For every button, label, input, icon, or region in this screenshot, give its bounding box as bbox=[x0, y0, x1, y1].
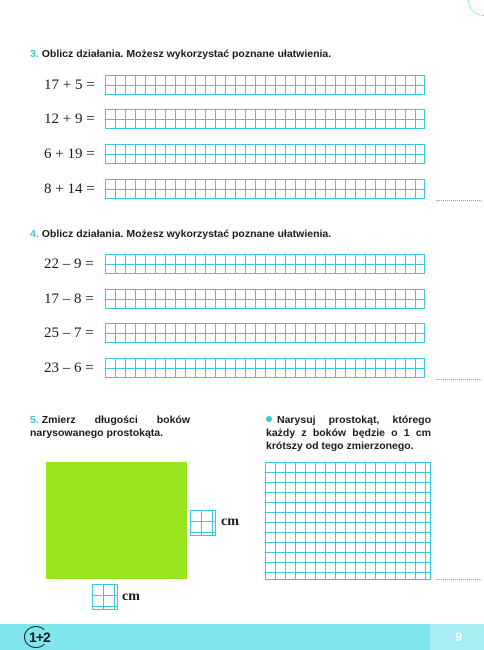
equation-3-3: 6 + 19 = bbox=[44, 146, 95, 162]
footer-bar bbox=[0, 624, 484, 650]
equation-4-3: 25 – 7 = bbox=[44, 325, 94, 341]
score-line bbox=[436, 200, 482, 201]
equation-4-2: 17 – 8 = bbox=[44, 291, 94, 307]
task-instruction: Zmierz długości boków narysowanego prostokąta. bbox=[30, 414, 190, 439]
score-line bbox=[436, 379, 482, 380]
task-number: 4. bbox=[30, 228, 39, 240]
task-number: 3. bbox=[30, 48, 39, 60]
answer-grid[interactable] bbox=[105, 144, 425, 164]
equation-3-1: 17 + 5 = bbox=[44, 77, 95, 93]
answer-grid[interactable] bbox=[105, 179, 425, 199]
answer-grid[interactable] bbox=[105, 323, 425, 343]
answer-grid[interactable] bbox=[105, 289, 425, 309]
equation-4-1: 22 – 9 = bbox=[44, 256, 94, 272]
corner-decoration bbox=[468, 0, 484, 16]
green-rectangle bbox=[46, 462, 187, 579]
series-logo bbox=[26, 627, 48, 647]
bullet-instruction bbox=[266, 414, 431, 453]
answer-grid[interactable] bbox=[105, 358, 425, 378]
task-5-heading bbox=[30, 414, 190, 440]
drawing-grid[interactable] bbox=[265, 462, 431, 580]
side-length-box[interactable] bbox=[190, 510, 216, 536]
task-3-heading bbox=[30, 48, 331, 61]
task-number: 5. bbox=[30, 414, 39, 426]
equation-3-2: 12 + 9 = bbox=[44, 111, 95, 127]
logo-text: 1+2 bbox=[29, 629, 50, 645]
equation-3-4: 8 + 14 = bbox=[44, 181, 95, 197]
task-instruction: Oblicz działania. Możesz wykorzystać poznane ułatwienia. bbox=[41, 48, 332, 60]
answer-grid[interactable] bbox=[105, 109, 425, 129]
equation-4-4: 23 – 6 = bbox=[44, 360, 94, 376]
page-number: 9 bbox=[455, 630, 462, 644]
bullet-text: Narysuj prostokąt, którego każdy z boków będzie o 1 cm krótszy od tego zmierzonego. bbox=[266, 414, 431, 452]
answer-grid[interactable] bbox=[105, 75, 425, 95]
task-instruction: Oblicz działania. Możesz wykorzystać poznane ułatwienia. bbox=[41, 228, 332, 240]
score-line bbox=[436, 579, 482, 580]
footer-page-tab bbox=[430, 624, 484, 650]
side-unit: cm bbox=[221, 514, 239, 529]
task-4-heading bbox=[30, 228, 331, 241]
bottom-unit: cm bbox=[122, 589, 140, 604]
bullet-icon bbox=[266, 416, 272, 422]
bottom-length-box[interactable] bbox=[92, 584, 118, 610]
answer-grid[interactable] bbox=[105, 254, 425, 274]
